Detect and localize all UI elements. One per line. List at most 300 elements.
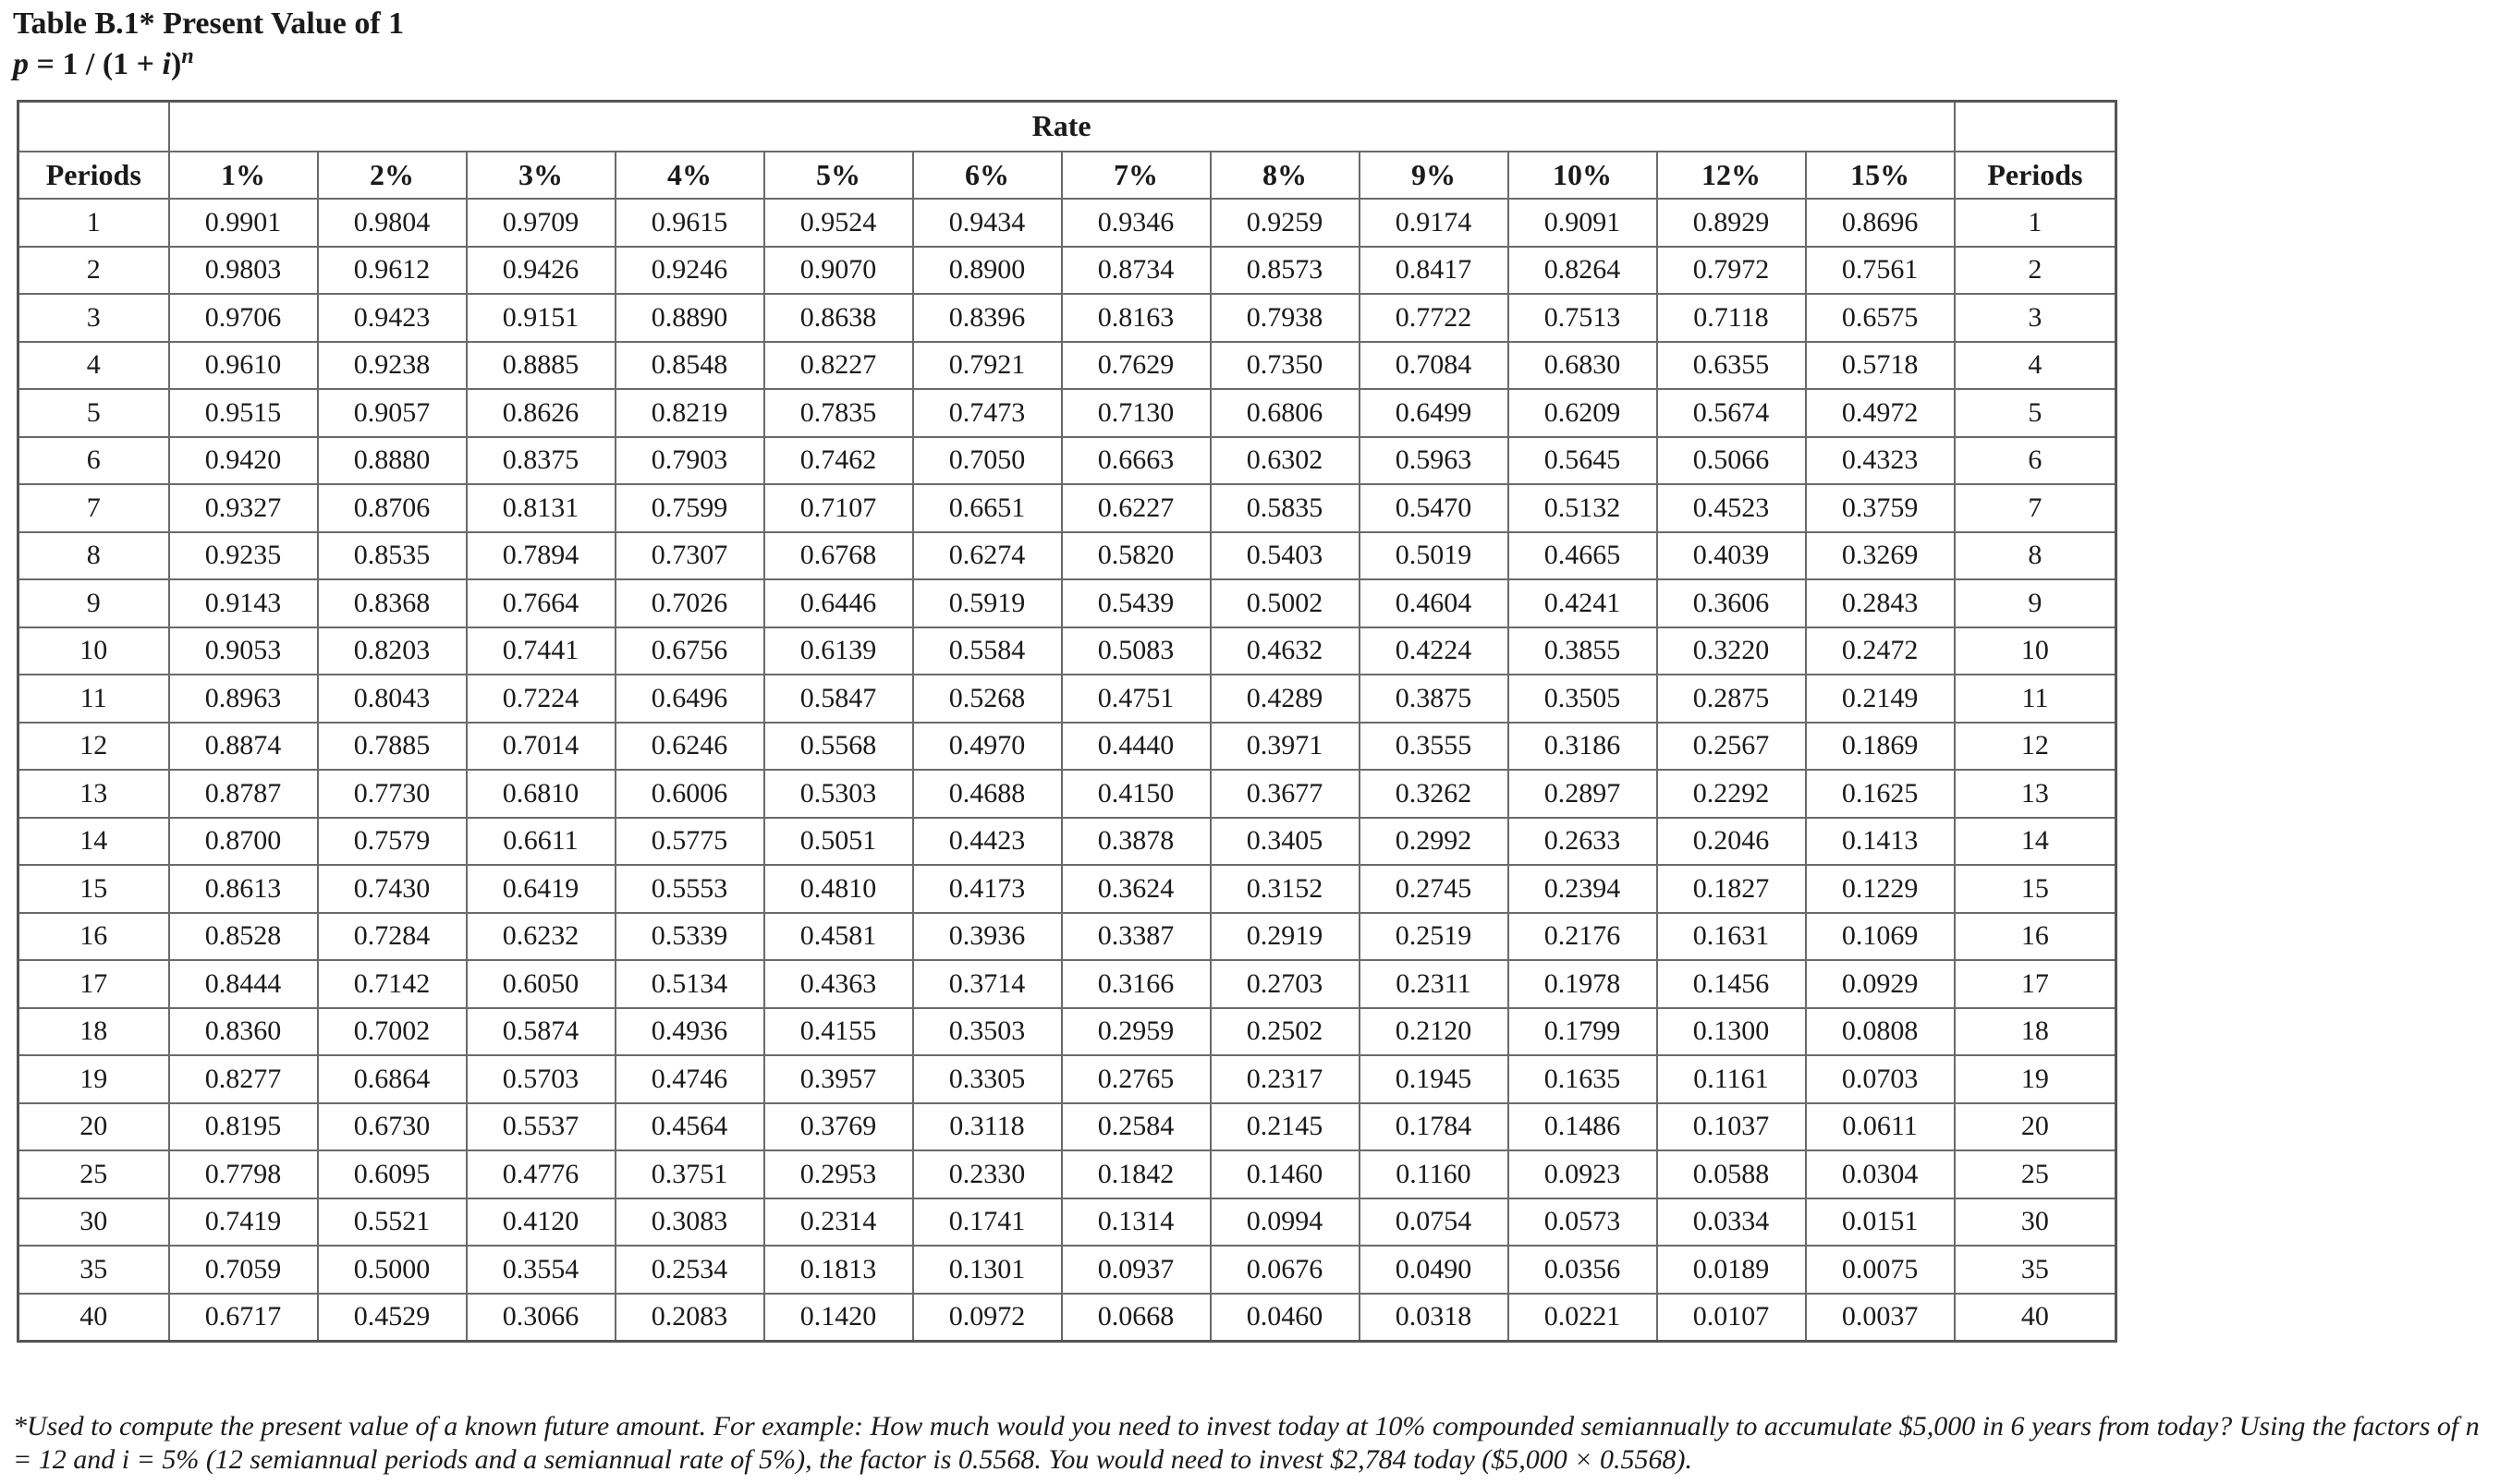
factor-cell: 0.7084	[1360, 342, 1508, 390]
factor-cell: 0.9804	[318, 199, 467, 247]
factor-cell: 0.4581	[764, 913, 913, 961]
factor-cell: 0.6499	[1360, 389, 1508, 437]
period-cell-right: 10	[1955, 627, 2116, 675]
factor-cell: 0.6663	[1062, 437, 1211, 485]
period-cell: 30	[18, 1198, 169, 1247]
factor-cell: 0.8890	[616, 294, 764, 342]
factor-cell: 0.1813	[764, 1246, 913, 1294]
formula	[13, 44, 404, 85]
table-row	[18, 342, 2116, 390]
factor-cell: 0.2311	[1360, 960, 1508, 1008]
table-row	[18, 675, 2116, 723]
factor-cell: 0.3936	[913, 913, 1062, 961]
table-row	[18, 484, 2116, 532]
table-row	[18, 1246, 2116, 1294]
factor-cell: 0.7130	[1062, 389, 1211, 437]
period-cell: 12	[18, 723, 169, 771]
factor-cell: 0.5000	[318, 1246, 467, 1294]
factor-cell: 0.1625	[1806, 770, 1955, 818]
factor-cell: 0.7629	[1062, 342, 1211, 390]
factor-cell: 0.5645	[1508, 437, 1657, 485]
factor-cell: 0.5439	[1062, 579, 1211, 627]
factor-cell: 0.6050	[467, 960, 616, 1008]
factor-cell: 0.5568	[764, 723, 913, 771]
factor-cell: 0.7722	[1360, 294, 1508, 342]
periods-header-right: Periods	[1955, 152, 2116, 200]
factor-cell: 0.7441	[467, 627, 616, 675]
factor-cell: 0.9612	[318, 247, 467, 295]
period-cell-right: 5	[1955, 389, 2116, 437]
corner-cell-right	[1955, 102, 2116, 152]
period-cell-right: 16	[1955, 913, 2116, 961]
factor-cell: 0.3875	[1360, 675, 1508, 723]
table-row	[18, 579, 2116, 627]
factor-cell: 0.4224	[1360, 627, 1508, 675]
factor-cell: 0.8613	[169, 865, 318, 913]
factor-cell: 0.2083	[616, 1294, 764, 1342]
factor-cell: 0.2502	[1211, 1008, 1360, 1056]
factor-cell: 0.5874	[467, 1008, 616, 1056]
factor-cell: 0.5339	[616, 913, 764, 961]
rate-column-header: 9%	[1360, 152, 1508, 200]
factor-cell: 0.7026	[616, 579, 764, 627]
factor-cell: 0.5083	[1062, 627, 1211, 675]
factor-cell: 0.3624	[1062, 865, 1211, 913]
period-cell: 35	[18, 1246, 169, 1294]
factor-cell: 0.9151	[467, 294, 616, 342]
period-cell: 20	[18, 1103, 169, 1151]
factor-cell: 0.7798	[169, 1150, 318, 1198]
table-row	[18, 770, 2116, 818]
table-row	[18, 818, 2116, 866]
factor-cell: 0.4039	[1657, 532, 1806, 580]
factor-cell: 0.5066	[1657, 437, 1806, 485]
factor-cell: 0.0189	[1657, 1246, 1806, 1294]
period-cell-right: 40	[1955, 1294, 2116, 1342]
factor-cell: 0.8203	[318, 627, 467, 675]
title-block	[13, 4, 404, 85]
period-cell-right: 17	[1955, 960, 2116, 1008]
factor-cell: 0.0318	[1360, 1294, 1508, 1342]
factor-cell: 0.6864	[318, 1055, 467, 1103]
present-value-table	[17, 100, 2117, 1343]
factor-cell: 0.9238	[318, 342, 467, 390]
factor-cell: 0.0151	[1806, 1198, 1955, 1247]
formula-eq: = 1 / (1 +	[29, 47, 163, 81]
factor-cell: 0.7050	[913, 437, 1062, 485]
factor-cell: 0.0994	[1211, 1198, 1360, 1247]
factor-cell: 0.6611	[467, 818, 616, 866]
factor-cell: 0.7002	[318, 1008, 467, 1056]
factor-cell: 0.3262	[1360, 770, 1508, 818]
factor-cell: 0.2394	[1508, 865, 1657, 913]
factor-cell: 0.6810	[467, 770, 616, 818]
factor-cell: 0.3066	[467, 1294, 616, 1342]
factor-cell: 0.9420	[169, 437, 318, 485]
period-cell: 14	[18, 818, 169, 866]
period-cell: 4	[18, 342, 169, 390]
period-cell-right: 3	[1955, 294, 2116, 342]
factor-cell: 0.6095	[318, 1150, 467, 1198]
factor-cell: 0.0937	[1062, 1246, 1211, 1294]
factor-cell: 0.2765	[1062, 1055, 1211, 1103]
factor-cell: 0.2472	[1806, 627, 1955, 675]
factor-cell: 0.5132	[1508, 484, 1657, 532]
factor-cell: 0.1869	[1806, 723, 1955, 771]
factor-cell: 0.7462	[764, 437, 913, 485]
factor-cell: 0.0573	[1508, 1198, 1657, 1247]
factor-cell: 0.2145	[1211, 1103, 1360, 1151]
factor-cell: 0.9346	[1062, 199, 1211, 247]
factor-cell: 0.4423	[913, 818, 1062, 866]
factor-cell: 0.2633	[1508, 818, 1657, 866]
factor-cell: 0.5002	[1211, 579, 1360, 627]
period-cell-right: 30	[1955, 1198, 2116, 1247]
factor-cell: 0.8375	[467, 437, 616, 485]
period-cell: 1	[18, 199, 169, 247]
table-row	[18, 1150, 2116, 1198]
factor-cell: 0.4241	[1508, 579, 1657, 627]
factor-cell: 0.7921	[913, 342, 1062, 390]
factor-cell: 0.6302	[1211, 437, 1360, 485]
footnote: *Used to compute the present value of a known future amount. For example: How much would you need to invest today at 10% compounded semiannually to accumulate $5,000 in 6 years from today? Using the factors of n = 12 and i = 5% (12 semiannual periods and a semiannual rate of 5%), the factor is 0.5568. You would need to invest $2,784 today ($5,000 × 0.5568).	[13, 1411, 2480, 1475]
factor-cell: 0.1300	[1657, 1008, 1806, 1056]
period-cell: 2	[18, 247, 169, 295]
factor-cell: 0.5268	[913, 675, 1062, 723]
factor-cell: 0.7885	[318, 723, 467, 771]
factor-cell: 0.4523	[1657, 484, 1806, 532]
table-row	[18, 960, 2116, 1008]
rate-column-header: 2%	[318, 152, 467, 200]
factor-cell: 0.0107	[1657, 1294, 1806, 1342]
factor-cell: 0.2843	[1806, 579, 1955, 627]
factor-cell: 0.8963	[169, 675, 318, 723]
factor-cell: 0.0588	[1657, 1150, 1806, 1198]
factor-cell: 0.5303	[764, 770, 913, 818]
factor-cell: 0.6651	[913, 484, 1062, 532]
factor-cell: 0.0808	[1806, 1008, 1955, 1056]
period-cell: 40	[18, 1294, 169, 1342]
factor-cell: 0.0334	[1657, 1198, 1806, 1247]
period-cell-right: 12	[1955, 723, 2116, 771]
factor-cell: 0.9053	[169, 627, 318, 675]
factor-cell: 0.6717	[169, 1294, 318, 1342]
period-cell: 7	[18, 484, 169, 532]
factor-cell: 0.8360	[169, 1008, 318, 1056]
rate-column-header: 15%	[1806, 152, 1955, 200]
period-cell: 19	[18, 1055, 169, 1103]
factor-cell: 0.6274	[913, 532, 1062, 580]
factor-cell: 0.4529	[318, 1294, 467, 1342]
table-row	[18, 1055, 2116, 1103]
factor-cell: 0.7938	[1211, 294, 1360, 342]
period-cell-right: 1	[1955, 199, 2116, 247]
factor-cell: 0.8885	[467, 342, 616, 390]
factor-cell: 0.5019	[1360, 532, 1508, 580]
factor-cell: 0.5403	[1211, 532, 1360, 580]
factor-cell: 0.7835	[764, 389, 913, 437]
factor-cell: 0.8700	[169, 818, 318, 866]
factor-cell: 0.7972	[1657, 247, 1806, 295]
factor-cell: 0.7284	[318, 913, 467, 961]
factor-cell: 0.5835	[1211, 484, 1360, 532]
period-cell: 5	[18, 389, 169, 437]
factor-cell: 0.2875	[1657, 675, 1806, 723]
factor-cell: 0.3083	[616, 1198, 764, 1247]
factor-cell: 0.6246	[616, 723, 764, 771]
factor-cell: 0.7224	[467, 675, 616, 723]
table-row	[18, 1294, 2116, 1342]
period-cell: 10	[18, 627, 169, 675]
factor-cell: 0.4970	[913, 723, 1062, 771]
table-row	[18, 1198, 2116, 1247]
factor-cell: 0.7118	[1657, 294, 1806, 342]
factor-cell: 0.5537	[467, 1103, 616, 1151]
factor-cell: 0.7430	[318, 865, 467, 913]
factor-cell: 0.7059	[169, 1246, 318, 1294]
factor-cell: 0.9524	[764, 199, 913, 247]
factor-cell: 0.8396	[913, 294, 1062, 342]
factor-cell: 0.9803	[169, 247, 318, 295]
factor-cell: 0.8227	[764, 342, 913, 390]
periods-header: Periods	[18, 152, 169, 200]
factor-cell: 0.8219	[616, 389, 764, 437]
factor-cell: 0.5820	[1062, 532, 1211, 580]
factor-cell: 0.3269	[1806, 532, 1955, 580]
factor-cell: 0.7664	[467, 579, 616, 627]
factor-cell: 0.4665	[1508, 532, 1657, 580]
factor-cell: 0.8734	[1062, 247, 1211, 295]
factor-cell: 0.9706	[169, 294, 318, 342]
period-cell: 6	[18, 437, 169, 485]
factor-cell: 0.7014	[467, 723, 616, 771]
factor-cell: 0.1842	[1062, 1150, 1211, 1198]
factor-cell: 0.9423	[318, 294, 467, 342]
factor-cell: 0.9174	[1360, 199, 1508, 247]
factor-cell: 0.9057	[318, 389, 467, 437]
rate-header: Rate	[169, 102, 1955, 152]
period-cell-right: 25	[1955, 1150, 2116, 1198]
table-row	[18, 532, 2116, 580]
factor-cell: 0.3503	[913, 1008, 1062, 1056]
period-cell-right: 4	[1955, 342, 2116, 390]
period-cell: 25	[18, 1150, 169, 1198]
factor-cell: 0.2314	[764, 1198, 913, 1247]
factor-cell: 0.1635	[1508, 1055, 1657, 1103]
factor-cell: 0.3855	[1508, 627, 1657, 675]
factor-cell: 0.5775	[616, 818, 764, 866]
rate-column-header: 8%	[1211, 152, 1360, 200]
factor-cell: 0.3606	[1657, 579, 1806, 627]
factor-cell: 0.9426	[467, 247, 616, 295]
factor-cell: 0.7730	[318, 770, 467, 818]
factor-cell: 0.5703	[467, 1055, 616, 1103]
period-cell-right: 35	[1955, 1246, 2116, 1294]
factor-cell: 0.0356	[1508, 1246, 1657, 1294]
factor-cell: 0.8929	[1657, 199, 1806, 247]
rate-column-header: 12%	[1657, 152, 1806, 200]
factor-cell: 0.6419	[467, 865, 616, 913]
factor-cell: 0.4150	[1062, 770, 1211, 818]
period-cell-right: 14	[1955, 818, 2116, 866]
factor-cell: 0.8368	[318, 579, 467, 627]
period-cell-right: 18	[1955, 1008, 2116, 1056]
factor-cell: 0.8787	[169, 770, 318, 818]
factor-cell: 0.2919	[1211, 913, 1360, 961]
table-row	[18, 723, 2116, 771]
factor-cell: 0.6768	[764, 532, 913, 580]
factor-cell: 0.0754	[1360, 1198, 1508, 1247]
factor-cell: 0.1799	[1508, 1008, 1657, 1056]
rate-column-header: 7%	[1062, 152, 1211, 200]
table-row	[18, 865, 2116, 913]
factor-cell: 0.4323	[1806, 437, 1955, 485]
factor-cell: 0.3677	[1211, 770, 1360, 818]
factor-cell: 0.3971	[1211, 723, 1360, 771]
period-cell: 13	[18, 770, 169, 818]
factor-cell: 0.8548	[616, 342, 764, 390]
table-row	[18, 627, 2116, 675]
factor-cell: 0.5051	[764, 818, 913, 866]
factor-cell: 0.5553	[616, 865, 764, 913]
table-row	[18, 199, 2116, 247]
factor-cell: 0.7419	[169, 1198, 318, 1247]
factor-cell: 0.9615	[616, 199, 764, 247]
factor-cell: 0.7599	[616, 484, 764, 532]
factor-cell: 0.0668	[1062, 1294, 1211, 1342]
factor-cell: 0.8874	[169, 723, 318, 771]
factor-cell: 0.8535	[318, 532, 467, 580]
factor-cell: 0.6730	[318, 1103, 467, 1151]
factor-cell: 0.3166	[1062, 960, 1211, 1008]
factor-cell: 0.0304	[1806, 1150, 1955, 1198]
period-cell-right: 11	[1955, 675, 2116, 723]
table-title: Table B.1* Present Value of 1	[13, 6, 405, 41]
factor-cell: 0.6575	[1806, 294, 1955, 342]
factor-cell: 0.6756	[616, 627, 764, 675]
factor-cell: 0.0075	[1806, 1246, 1955, 1294]
factor-cell: 0.4751	[1062, 675, 1211, 723]
factor-cell: 0.0929	[1806, 960, 1955, 1008]
factor-cell: 0.8900	[913, 247, 1062, 295]
factor-cell: 0.8417	[1360, 247, 1508, 295]
column-header-row	[18, 152, 2116, 200]
factor-cell: 0.7894	[467, 532, 616, 580]
factor-cell: 0.3505	[1508, 675, 1657, 723]
corner-cell	[18, 102, 169, 152]
factor-cell: 0.3957	[764, 1055, 913, 1103]
factor-cell: 0.5963	[1360, 437, 1508, 485]
formula-close: )	[170, 47, 182, 81]
factor-cell: 0.0703	[1806, 1055, 1955, 1103]
factor-cell: 0.7107	[764, 484, 913, 532]
factor-cell: 0.9327	[169, 484, 318, 532]
factor-cell: 0.8573	[1211, 247, 1360, 295]
factor-cell: 0.9259	[1211, 199, 1360, 247]
factor-cell: 0.7903	[616, 437, 764, 485]
rate-column-header: 3%	[467, 152, 616, 200]
rate-header-row	[18, 102, 2116, 152]
factor-cell: 0.4936	[616, 1008, 764, 1056]
rate-column-header: 4%	[616, 152, 764, 200]
factor-cell: 0.4604	[1360, 579, 1508, 627]
factor-cell: 0.9434	[913, 199, 1062, 247]
period-cell-right: 8	[1955, 532, 2116, 580]
formula-i: i	[162, 47, 171, 81]
factor-cell: 0.1784	[1360, 1103, 1508, 1151]
factor-cell: 0.2567	[1657, 723, 1806, 771]
factor-cell: 0.1069	[1806, 913, 1955, 961]
factor-cell: 0.3186	[1508, 723, 1657, 771]
factor-cell: 0.1741	[913, 1198, 1062, 1247]
factor-cell: 0.0221	[1508, 1294, 1657, 1342]
factor-cell: 0.3769	[764, 1103, 913, 1151]
factor-cell: 0.3305	[913, 1055, 1062, 1103]
factor-cell: 0.3405	[1211, 818, 1360, 866]
factor-cell: 0.2959	[1062, 1008, 1211, 1056]
factor-cell: 0.6006	[616, 770, 764, 818]
factor-cell: 0.4972	[1806, 389, 1955, 437]
factor-cell: 0.7513	[1508, 294, 1657, 342]
factor-cell: 0.2534	[616, 1246, 764, 1294]
factor-cell: 0.1229	[1806, 865, 1955, 913]
factor-cell: 0.5584	[913, 627, 1062, 675]
factor-cell: 0.1978	[1508, 960, 1657, 1008]
factor-cell: 0.5134	[616, 960, 764, 1008]
factor-cell: 0.1486	[1508, 1103, 1657, 1151]
factor-cell: 0.4746	[616, 1055, 764, 1103]
factor-cell: 0.0676	[1211, 1246, 1360, 1294]
factor-cell: 0.1301	[913, 1246, 1062, 1294]
factor-cell: 0.2149	[1806, 675, 1955, 723]
factor-cell: 0.3878	[1062, 818, 1211, 866]
factor-cell: 0.4776	[467, 1150, 616, 1198]
factor-cell: 0.9901	[169, 199, 318, 247]
factor-cell: 0.1827	[1657, 865, 1806, 913]
factor-cell: 0.2992	[1360, 818, 1508, 866]
factor-cell: 0.8131	[467, 484, 616, 532]
period-cell: 11	[18, 675, 169, 723]
factor-cell: 0.3220	[1657, 627, 1806, 675]
factor-cell: 0.8706	[318, 484, 467, 532]
factor-cell: 0.8626	[467, 389, 616, 437]
factor-cell: 0.2584	[1062, 1103, 1211, 1151]
factor-cell: 0.6232	[467, 913, 616, 961]
factor-cell: 0.0972	[913, 1294, 1062, 1342]
period-cell: 9	[18, 579, 169, 627]
table-row	[18, 1008, 2116, 1056]
period-cell: 18	[18, 1008, 169, 1056]
period-cell-right: 7	[1955, 484, 2116, 532]
factor-cell: 0.8528	[169, 913, 318, 961]
period-cell-right: 13	[1955, 770, 2116, 818]
factor-cell: 0.1456	[1657, 960, 1806, 1008]
factor-cell: 0.0490	[1360, 1246, 1508, 1294]
factor-cell: 0.6355	[1657, 342, 1806, 390]
factor-cell: 0.6209	[1508, 389, 1657, 437]
factor-cell: 0.4810	[764, 865, 913, 913]
factor-cell: 0.5674	[1657, 389, 1806, 437]
period-cell: 8	[18, 532, 169, 580]
factor-cell: 0.3152	[1211, 865, 1360, 913]
table-body	[18, 199, 2116, 1341]
factor-cell: 0.2703	[1211, 960, 1360, 1008]
factor-cell: 0.2120	[1360, 1008, 1508, 1056]
factor-cell: 0.9143	[169, 579, 318, 627]
factor-cell: 0.8264	[1508, 247, 1657, 295]
period-cell: 15	[18, 865, 169, 913]
period-cell-right: 15	[1955, 865, 2116, 913]
